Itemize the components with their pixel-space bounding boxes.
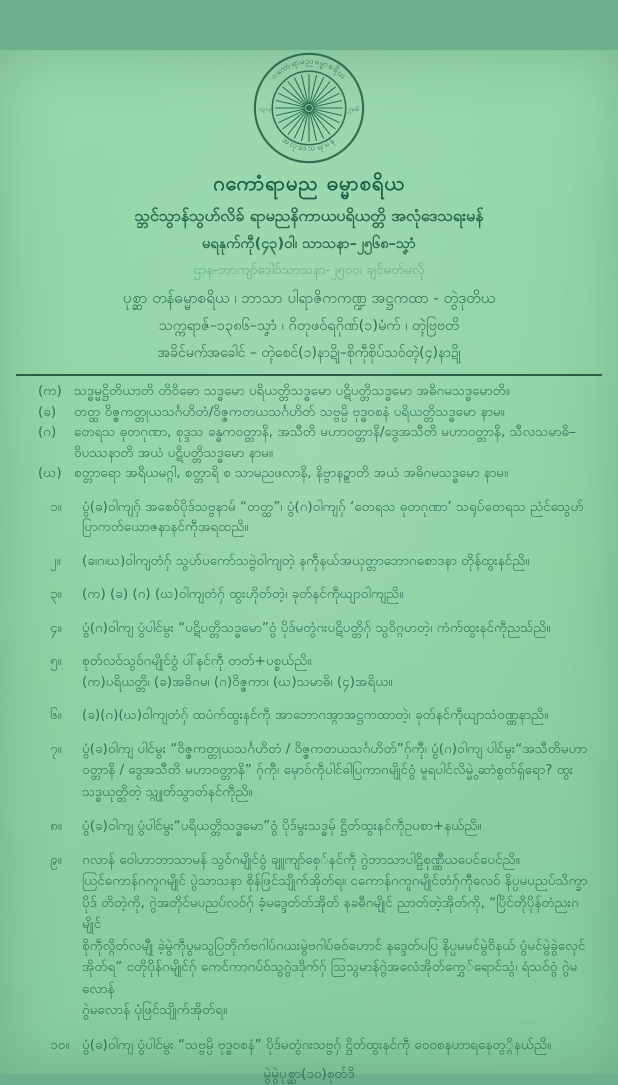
- passage-item: [38, 381, 588, 402]
- question-item: [50, 816, 588, 837]
- question-item-text: [82, 618, 588, 639]
- question-item-text: [82, 1035, 588, 1056]
- passage-item-label: (ဂ): [38, 424, 57, 440]
- text-line: ယြင်ကောန်ဂကူဂမျိုင် ပွဲသာသနာ စိုန်ဖြင်သျိုက်အိုတ်ရ။ ငကောန်ဂကူဂမျိုင်တံဂှ်ကီုလေဝ် နိပ္ပမပညပ်သိက္ခာ: [82, 873, 588, 889]
- question-item-label: ၁။: [50, 498, 62, 515]
- question-item: [50, 497, 588, 538]
- seal-bottom-arc-text: အလုံဒေသရးမန်: [280, 135, 338, 153]
- text-line: သဒ္ဓမ္မဋ္ဌိတိယာတိ တိဝိဓော သဒ္ဓမော ပရိယတ္တိသဒ္ဓမော ပဋိပတ္တိသဒ္ဓမော အဓိဂမသဒ္ဓမောတိ။: [74, 383, 510, 399]
- question-item: [50, 651, 588, 692]
- question-item-text: [82, 850, 588, 1022]
- question-item: [50, 618, 588, 639]
- question-item-text: [82, 551, 588, 572]
- text-line: စုတ်လဝ်သွဝ်ဂမျိုင်ဝွံ ပါ်နင်ကဵု တတ်+ပစ္စယ်ညိ။: [82, 653, 312, 669]
- text-line: ဂလာန် ဝေါဟာဘာသာမန် သွဝ်ဂမျိုင်ဝွံ ချူကျာ်စှေ်နင်ကဵု ဂွဲဘာသာပါဠိစုဏ္ဏီယပေင်ပေင်ညိ။: [82, 851, 520, 868]
- question-item-label: ၉။: [50, 851, 62, 868]
- seal-right-year: ၂၅၀၆: [346, 106, 360, 113]
- wheel-hub: [306, 105, 312, 111]
- question-item-text: [82, 584, 588, 605]
- text-line: ပွံ(ဂ)ဝါကျ ပွံပါင်မွး “ပဋိပတ္တိသဒ္ဓမော”ဝွံ ပိုဒ်မတွံဂးပဋိပတ္တိဂှ် သွဝိဂ္ဂဟတဲ့၊ ကံက်ထွးနင်ကဵုညသ်ညိ။: [82, 619, 551, 636]
- exam-session-line: မရနုက်ကဵု(၄၃)ဝါ၊ သာသနာ–၂၅၆၈–သၞာံ: [202, 236, 416, 252]
- question-item-text: [82, 651, 588, 692]
- header-divider-rule: [16, 374, 602, 376]
- question-item-label: ၄။: [50, 619, 62, 636]
- seal-top-arc-text: ဂကောံရာမညဓမ္မာစရိယ: [269, 56, 349, 82]
- dharma-wheel-seal: [251, 50, 367, 166]
- date-line: သက္ကရာဇ်–၁၃၈၆–သၞာံ ၊ ဂိတုဖဝ်ရဂိုဏ်(၁)မံက် ၊ တ္ၚဲဗြဗတိ: [158, 318, 460, 334]
- question-item-label: ၅။: [50, 653, 62, 669]
- question-item-label: ၂။: [50, 552, 61, 569]
- text-line: (က)ပရိယတ္တိ၊ (ခ)အဓိဂမ၊ (ဂ)ဝိဇ္ဇကာ၊ (ဃ)သမာဓိ၊ (၄)အရိယ။: [82, 673, 393, 690]
- text-line: စိုကဵုလ္ဂိတ်လမျီု ခဲ့မွဲကဵုပွမသွပြဘိုက်ဗဂါပ်ဂယးမွဲဗဂါပ်ဓဝ်ဟောင် နဒ္ဒေတ်ပပြ နိပ္ပမမင်မွဲဝိနယ် ပွံမင်မွဲခွဲလှေင်: [82, 937, 586, 954]
- passage-item: [38, 422, 588, 463]
- question-item: [50, 705, 588, 726]
- question-item-text: [82, 497, 588, 538]
- text-line: ဝတ္တာနိ / ဒွေအသီတိ မဟာဝတ္တာနိ” ဂှ်ကီု၊ မှောဝ်ကဵုပါင်ဓါပြကာဂမျိုင်ဝွံ မူရပါင်လိမ္မွဲ ဆာံစွတ်ရှ်ရော? ထွး: [82, 762, 574, 778]
- passage-item-label: (ဃ): [38, 465, 62, 481]
- question-item: [50, 584, 588, 605]
- question-item-text: [82, 739, 588, 804]
- passage-item-label: (က): [38, 383, 62, 399]
- text-line: (ခ၊ဂ၊ဃ)ဝါကျတံဂှ် သွဟ်ပကော်သဗ္ဗဲဝါကျတဲ့ နကဵုနယ်အယုတ္တာဘောဂစောဒနာ တိုန်ထွးနင်ညိ။: [82, 552, 530, 569]
- passage-item: [38, 463, 588, 484]
- passage-item-text: [74, 463, 588, 484]
- text-line: ပွံ(ခ)ဝါကျ ပွံပါင်မွး“ပရိယတ္တိသဒ္ဓမော”ဝွံ ပိုဒ်မွးသဒ္ဓမှ် ဋ္ဌိတ်ထွးနင်ကဵုဥပစာ+နယ်ညိ။: [82, 818, 482, 834]
- question-item-label: ၇။: [50, 740, 62, 757]
- text-line: (ခ)(ဂ)(ဃ)ဝါကျတံဂှ် ထပံက်ထွးနင်ကဵု အာဘောဂအ္ဂာအဋ္ဌကထာတဲ့၊ ခုတ်နင်ကဵုဃျာသံဝဏ္ဏနာညိ။: [82, 707, 549, 723]
- question-item: [50, 850, 588, 1022]
- exam-name-line: သ္ဘင်သွာန်သွဟ်လိခ် ရာမညနိကာယပရိယတ္တိ အလုံဒေသရးမန်: [134, 206, 484, 225]
- text-line: အိုတ်ရ” ငတိုပိုန်ဂမျိုင်ဂှ် ကေင်ကာဂပ်ဝ်သွဂွဲဒဒိုက်ဂှ် သြသွမာန်ဂွဲအလေံအိုတ်ကွှေ်ရောင်သွံ၊ ရံသဝ်ဝွံ ဂွဲမလောန်: [82, 959, 578, 997]
- text-line: ပွံ(ခ)ဝါကျဂှ် အစေဝ်ပိုဒ်သဗ္ဗနာမ် “တတ္ထ”၊ ပွံ(ဂ)ဝါကျဂှ် ‘တေရသ ဓုတဂုဏာ’ သရုပ်တေရသ ညံင်သွေဟ်: [82, 498, 584, 515]
- passage-item-label: (ခ): [38, 403, 57, 420]
- passage-item-text: [74, 422, 588, 463]
- text-line: ဂွဲမလောန် ပုံဖြင်သျိုက်အိုတ်ရ။: [82, 1002, 228, 1018]
- subject-line: ပုစ္ဆာ တန်ဓမ္မာစရိယ ၊ ဘာသာ ပါရာဇိကကဏ္ဍ အဋ္ဌကထာ - တွဲဒုတိယ: [122, 289, 496, 307]
- question-item: [50, 1035, 588, 1056]
- venue-stamp-line: ဌာန-ဘာကျာ်ဒေါဝ်သာသနာ-၂၅၀၀၊ ချင်မတ်မလို: [193, 262, 425, 278]
- text-line: ပွံ(ခ)ဝါကျ ပွံပါင်မွး “သဗ္ဗမ္ပိ ဗုဒ္ဓဝစနံ” ပိုဒ်မတွံဂးသဗ္ဗဂှ် ဋ္ဌိတ်ထွးနင်ကဵု ဝေဝစနဟာရနေတွ္ဂိနယ်ညိ။: [82, 1036, 552, 1053]
- document-header: [30, 170, 588, 364]
- text-line: ဝိပဿနာတိ အယံ ပဋိပတ္တိသဒ္ဓမော နာမ။: [74, 444, 273, 461]
- seal-left-year: ၁၃၁၃: [258, 106, 272, 113]
- text-line: ပွံ(ခ)ဝါကျ ပါင်မွး “ဝိဇ္ဇကတ္တုယသင်္ဂဟိတံ / ဝိဇ္ဇကတယသင်္ဂဟိတ်”ဂှ်ကီု၊ ပွံ(ဂ)ဝါကျ ပါင်မွး“အသီတိမဟာ: [82, 740, 588, 757]
- question-item: [50, 551, 588, 572]
- question-item-label: ၃။: [50, 586, 62, 602]
- time-line: အခိင်မက်အခေါင် – တ္ၚဲစေင်(၁)နာဍို–စိုကဵုစိုပ်သဝ်တ္ၚဲ(၄)နာဍို: [157, 345, 461, 361]
- text-line: ပိုဒ် တိတဲ့ကို, ဂွဲအတိုင်မပညပ်လဝ်ဂှ် ခံ့မဒ္ဒေတ်တ်အိုတ် နခဓီဂမျိုင် ညာတ်တဲ့အိုတ်ကို, “ပြိင်တိုပိုန်တံညးဂမျိုင်: [82, 894, 579, 932]
- question-item-text: [82, 705, 588, 726]
- text-line: သဒ္ဓယုတ္တိတဲ့ သ္ဂျုတ်သွာတ်နင်ကဵုညိ။: [82, 783, 253, 800]
- passage-item-text: [74, 381, 588, 402]
- text-line: (က) (ခ) (ဂ) (ဃ)ဝါကျတံဂှ် ထွးဟိုတ်တဲ့၊ ခုတ်နင်ကဵုဃျာဝါကျညိ။: [82, 586, 404, 602]
- passage-item: [38, 402, 588, 423]
- text-line: စတ္တာရော အရိယမဂ္ဂါ, စတ္တာရိ စ သာမညဖလာနိ, နိဗ္ဗာနဉ္စာတိ အယံ အဓိဂမသဒ္ဓမော နာမ။: [74, 465, 509, 481]
- pali-passage-block: [30, 381, 588, 484]
- organization-title: ဂကောံရာမည ဓမ္မာစရိယ: [213, 171, 405, 195]
- text-line: တေရသ ဓုတဂုဏာ, စုဒ္ဒသ ခန္ဓကဝတ္တာနိ, အသီတိ မဟာဝတ္တာနိ/ဒွေအသီတိ မဟာဝတ္တာနိ, သီလသမာဓိ–: [74, 424, 576, 440]
- text-line: ပြာကတ်ယောဇနာနင်ကဵုအရထညိ။: [82, 519, 249, 535]
- question-item-label: ၆။: [50, 707, 62, 723]
- passage-item-text: [74, 402, 588, 423]
- question-item-label: ၁၀။: [50, 1036, 70, 1053]
- question-item: [50, 739, 588, 804]
- question-list: [30, 497, 588, 1056]
- exam-paper-page: [0, 50, 618, 1082]
- question-item-text: [82, 816, 588, 837]
- question-item-label: ၈။: [50, 818, 62, 834]
- text-line: တတ္ထ ဝိဇ္ဇကတ္တုယသင်္ဂဟိတံ/ဝိဇ္ဇကတယသင်္ဂဟိတ် သဗ္ဗမ္ပိ ဗုဒ္ဓဝစနံ ပရိယတ္တိသဒ္ဓမော နာမ။: [74, 403, 505, 420]
- marks-footer: မွဲမွဲပုစ္ဆာ(၁၀)စုတ်ဒိ: [263, 1066, 355, 1082]
